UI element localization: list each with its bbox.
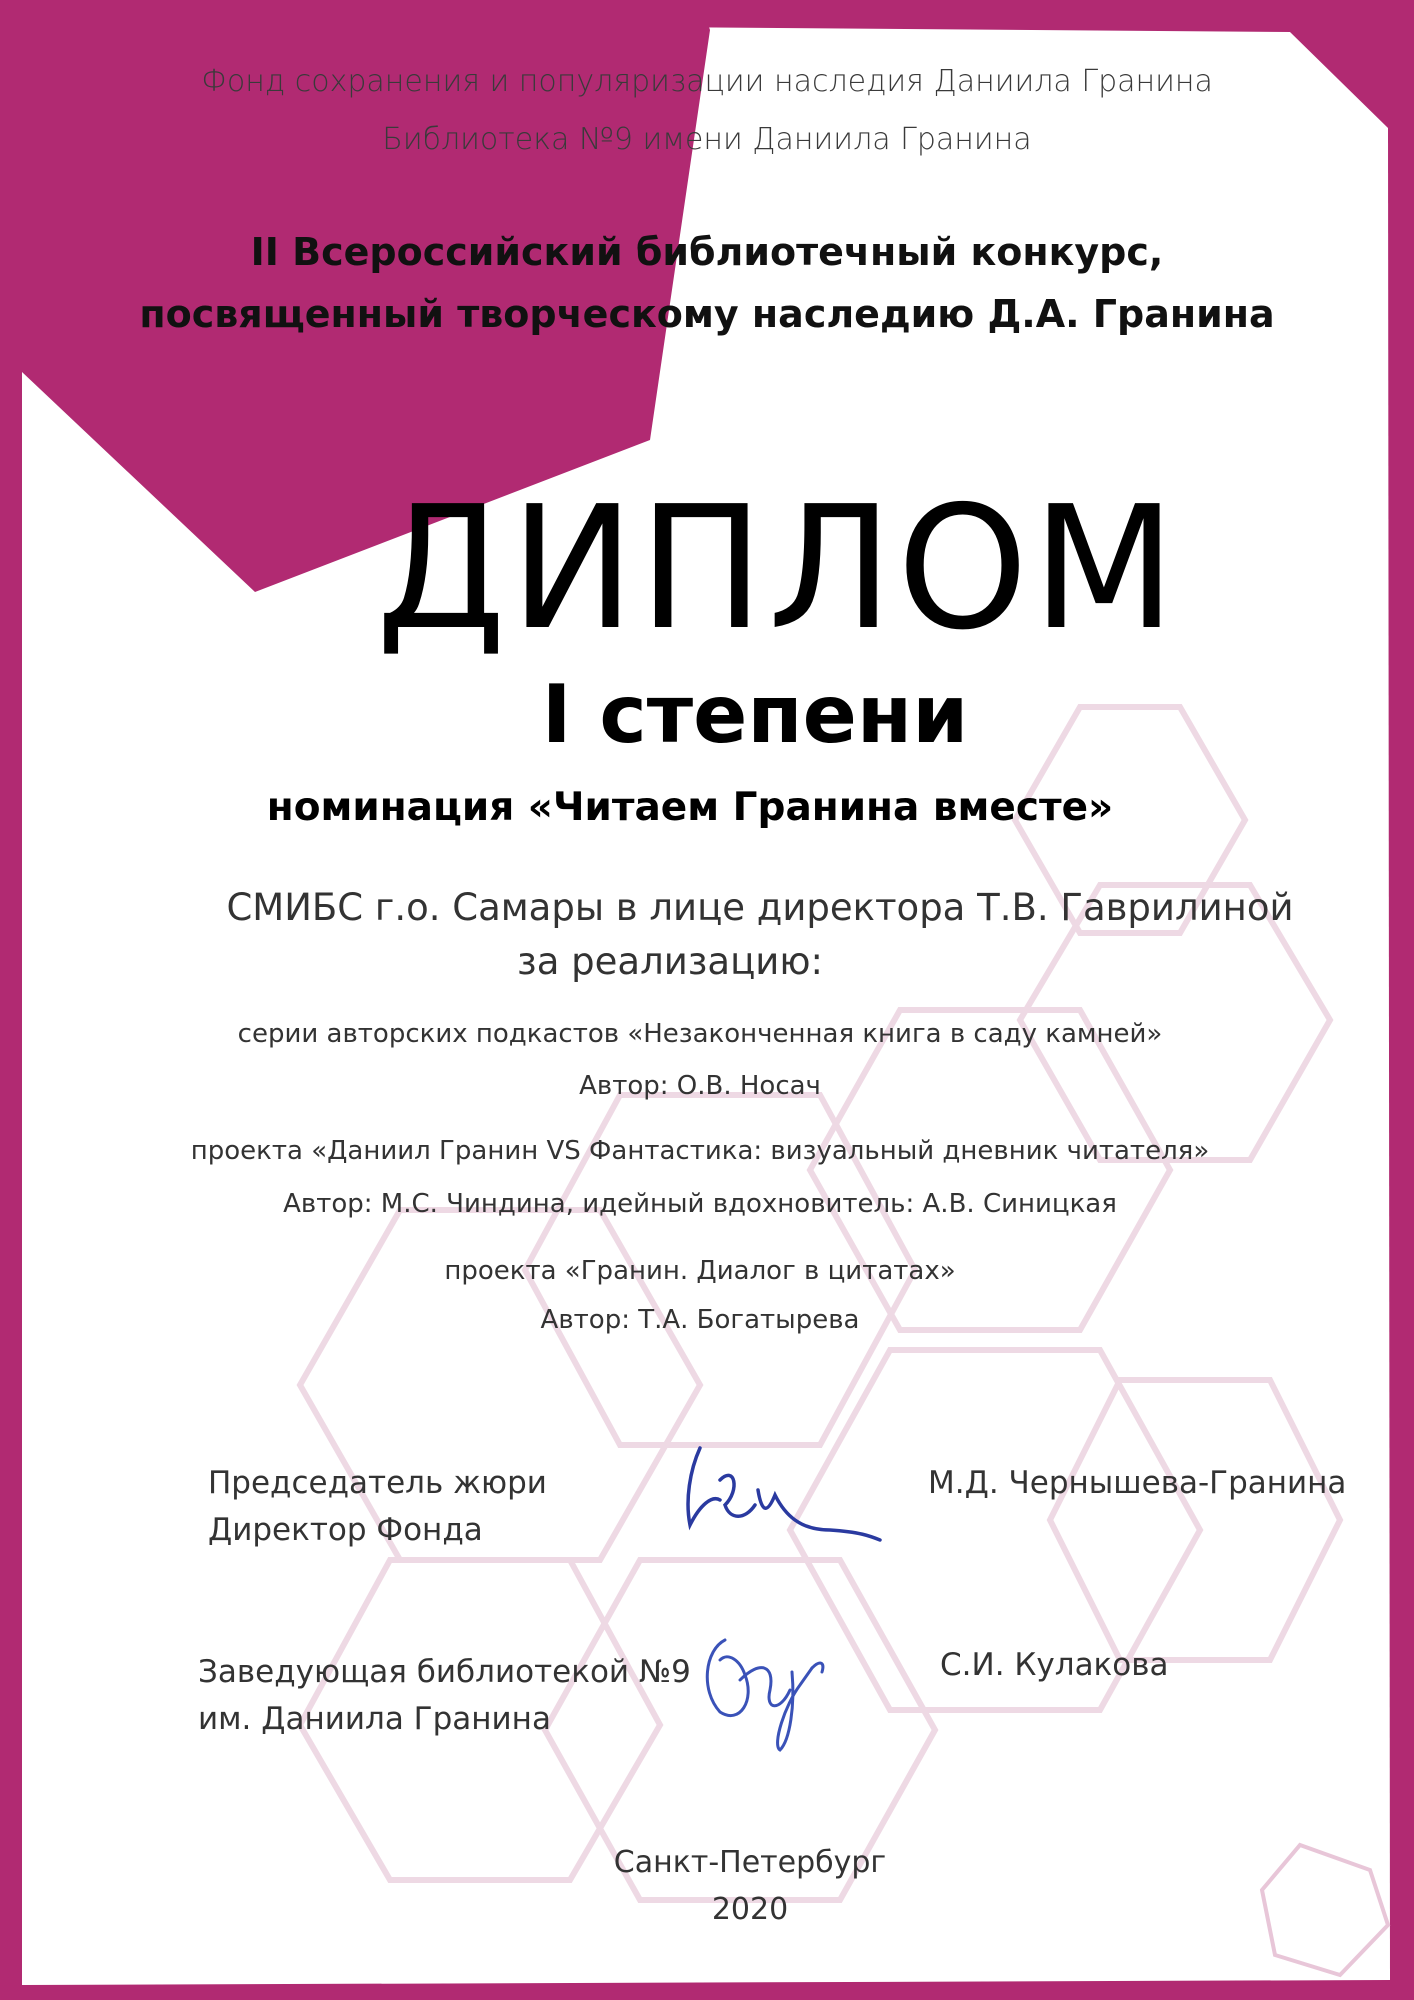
issue-year: 2020 bbox=[711, 1892, 789, 1927]
foundation-name: Фонд сохранения и популяризации наследия Даниила Гранина bbox=[201, 64, 1213, 99]
signer-2-role-line1: Заведующая библиотекой №9 bbox=[198, 1654, 691, 1690]
signer-1-role-line1: Председатель жюри bbox=[208, 1465, 547, 1501]
signer-1-name: М.Д. Чернышева-Гранина bbox=[928, 1465, 1347, 1501]
signer-2-role-line2: им. Даниила Гранина bbox=[198, 1701, 551, 1737]
project-1-author: Автор: О.В. Носач bbox=[579, 1071, 821, 1101]
project-3-author: Автор: Т.А. Богатырева bbox=[540, 1305, 860, 1335]
project-1-title: серии авторских подкастов «Незаконченная книга в саду камней» bbox=[237, 1019, 1163, 1049]
issue-city: Санкт-Петербург bbox=[613, 1845, 887, 1880]
recipient-name: СМИБС г.о. Самары в лице директора Т.В. Гаврилиной bbox=[226, 886, 1294, 929]
project-2-author: Автор: М.С. Чиндина, идейный вдохновитель: А.В. Синицкая bbox=[283, 1189, 1117, 1219]
contest-title-line1: II Всероссийский библиотечный конкурс, bbox=[250, 230, 1164, 274]
project-3-title: проекта «Гранин. Диалог в цитатах» bbox=[444, 1256, 956, 1286]
nomination-title: номинация «Читаем Гранина вместе» bbox=[266, 785, 1114, 830]
diploma-degree: I степени bbox=[541, 668, 969, 761]
library-name: Библиотека №9 имени Даниила Гранина bbox=[382, 122, 1032, 157]
contest-title-line2: посвященный творческому наследию Д.А. Гранина bbox=[139, 292, 1275, 336]
diploma-title: ДИПЛОМ bbox=[376, 470, 1180, 668]
project-2-title: проекта «Даниил Гранин VS Фантастика: визуальный дневник читателя» bbox=[190, 1136, 1210, 1166]
signer-1-role-line2: Директор Фонда bbox=[208, 1512, 483, 1548]
recipient-reason: за реализацию: bbox=[517, 940, 823, 983]
signer-2-name: С.И. Кулакова bbox=[940, 1647, 1169, 1683]
